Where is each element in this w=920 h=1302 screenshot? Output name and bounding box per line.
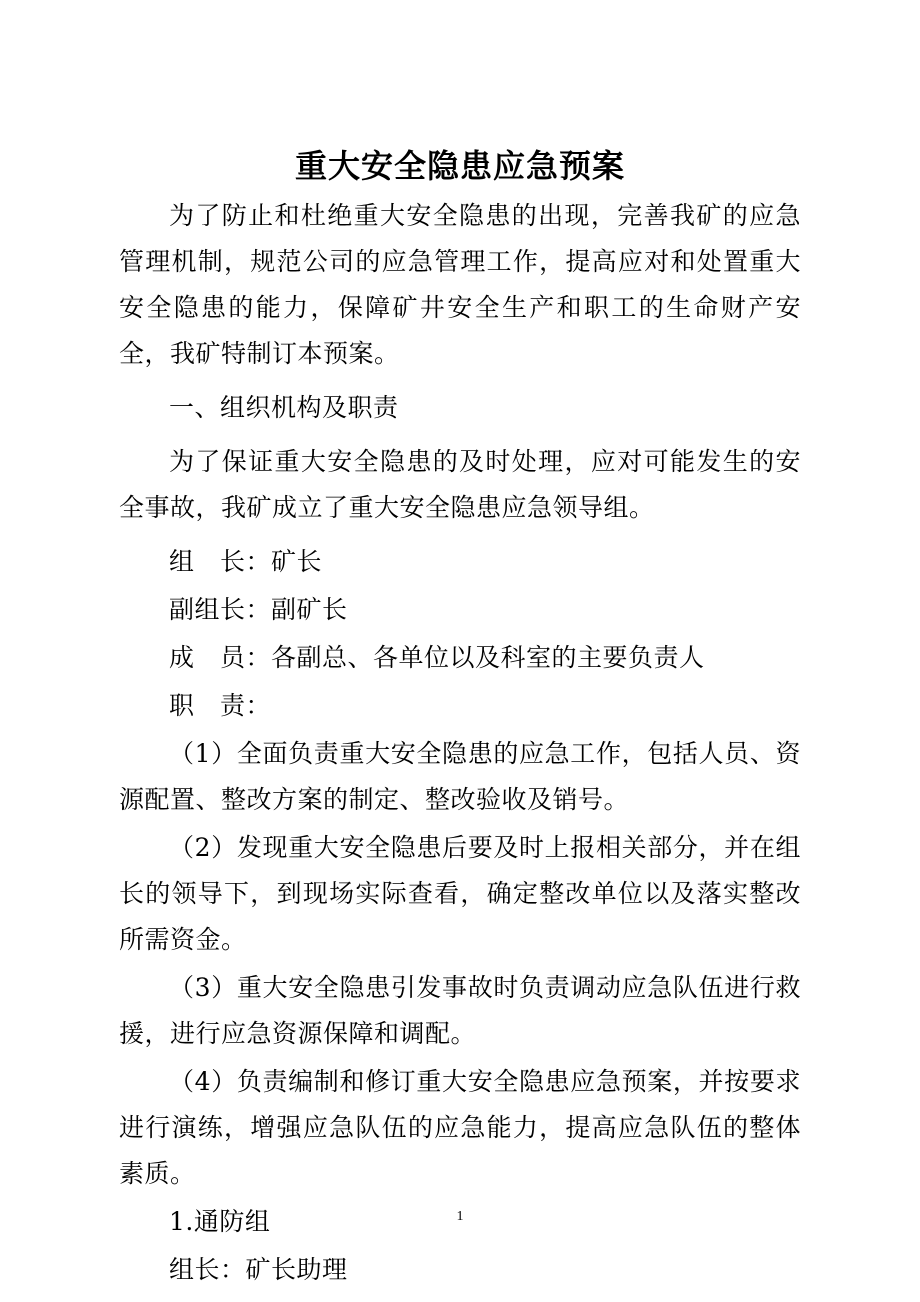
duties-label: 职 责： — [169, 691, 272, 720]
subsection-ventilation-group: 1.通防组 — [169, 1207, 271, 1236]
intro-paragraph: 为了防止和杜绝重大安全隐患的出现，完善我矿的应急管理机制，规范公司的应急管理工作，提高应对和处置重大安全隐患的能力，保障矿井安全生产和职工的生命财产安全，我矿特制订本预案。 — [119, 201, 801, 368]
organization-paragraph: 为了保证重大安全隐患的及时处理，应对可能发生的安全事故，我矿成立了重大安全隐患应急领导组。 — [119, 447, 801, 522]
document-title: 重大安全隐患应急预案 — [294, 147, 625, 185]
members-line: 成 员：各副总、各单位以及科室的主要负责人 — [169, 643, 705, 672]
page-number: 1 — [456, 1209, 464, 1224]
ventilation-group-leader: 组长：矿长助理 — [169, 1255, 348, 1284]
deputy-leader-line: 副组长：副矿长 — [169, 595, 348, 624]
duty-item-2: （2）发现重大安全隐患后要及时上报相关部分，并在组长的领导下，到现场实际查看，确定整改单位以及落实整改所需资金。 — [119, 833, 801, 954]
duty-item-3: （3）重大安全隐患引发事故时负责调动应急队伍进行救援，进行应急资源保障和调配。 — [119, 973, 801, 1048]
document-body — [119, 193, 801, 1293]
duty-item-1: （1）全面负责重大安全隐患的应急工作，包括人员、资源配置、整改方案的制定、整改验收及销号。 — [119, 739, 801, 814]
leader-line: 组 长：矿长 — [169, 547, 323, 576]
section-heading-organization: 一、组织机构及职责 — [169, 393, 399, 422]
duty-item-4: （4）负责编制和修订重大安全隐患应急预案，并按要求进行演练，增强应急队伍的应急能力，提高应急队伍的整体素质。 — [119, 1067, 801, 1188]
